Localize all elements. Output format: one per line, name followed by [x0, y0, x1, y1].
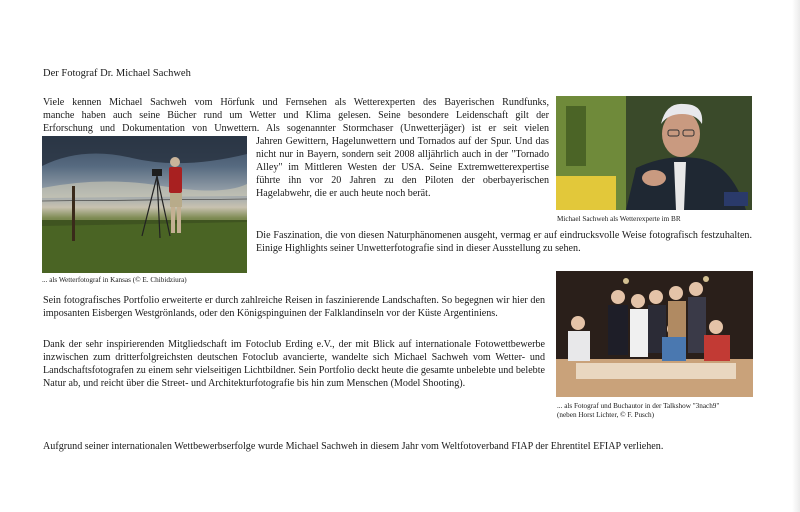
page-title: Der Fotograf Dr. Michael Sachweh [43, 68, 191, 79]
paragraph-1-line-2: manche haben auch seine Bücher rund um Wetter und Klima gelesen. Seine besondere Leidenschaft gilt der [43, 110, 549, 121]
br-tv-photo [556, 96, 752, 210]
paragraph-4: Dank der sehr inspirierenden Mitgliedschaft im Fotoclub Erding e.V., der mit Blick auf internationale Fotowettbewerbe inzwischen zum dritterfolgreichsten deutschen Fotoclub avancierte, wandelte sich Michael Sachweh vom Wetter- und Landschaftsfotografen zu einem sehr vielseitigen Lichtbildner. Sein Portfolio deckt heute die gesamte unbelebte und belebte Natur ab, und reicht über die Street- und Architekturfotografie bis hin zum Menschen (Model Shooting). [43, 339, 546, 389]
paragraph-1-continued: Jahren Gewittern, Hagelunwettern und Tornados auf der Spur. Und das nicht nur in Bayern, sondern seit 2008 alljährlich auch in der "Tornado Alley" im Mittleren Westen der USA. Seine Extremwetterexpertise führte ihn vor 20 Jahren zu den Piloten der oberbayerischen Hagelabwehr, die er auch heute noch berät. [256, 136, 549, 199]
talkshow-photo [556, 271, 753, 397]
kansas-photo-art [42, 136, 247, 273]
talkshow-photo-art [556, 271, 753, 397]
kansas-caption: ... als Wetterfotograf in Kansas (© E. Chibidziura) [42, 276, 187, 284]
br-caption: Michael Sachweh als Wetterexperte im BR [557, 215, 681, 223]
paragraph-1-line-3: Erforschung und Dokumentation von Unwettern. Als sogenannter Stormchaser (Unwetterjäger) ist er seit vielen [43, 123, 549, 134]
kansas-storm-photo [42, 136, 247, 273]
paragraph-5: Aufgrund seiner internationalen Wettbewerbserfolge wurde Michael Sachweh in diesem Jahr vom Weltfotoverband FIAP der Ehrentitel EFIAP verliehen. [43, 441, 664, 452]
paragraph-2: Die Faszination, die von diesen Naturphänomenen ausgeht, vermag er auf eindrucksvolle Weise fotografisch festzuhalten. Einige Highlights seiner Unwetterfotografie sind in dieser Ausstellung zu sehen. [256, 230, 752, 254]
paragraph-3: Sein fotografisches Portfolio erweiterte er durch zahlreiche Reisen in faszinierende Landschaften. So begegnen wir hier den imposanten Eisbergen Westgrönlands, oder den Königspinguinen der Falklandinseln vor der Küste Argentiniens. [43, 295, 545, 319]
page-edge-shadow [792, 0, 800, 512]
br-photo-art [556, 96, 752, 210]
paragraph-1-line-1: Viele kennen Michael Sachweh vom Hörfunk und Fernsehen als Wetterexperten des Bayerischen Rundfunks, [43, 97, 549, 108]
talkshow-caption-line-2: (neben Horst Lichter, © F. Pusch) [557, 411, 655, 419]
talkshow-caption-line-1: ... als Fotograf und Buchautor in der Talkshow "3nach9" [557, 402, 720, 410]
